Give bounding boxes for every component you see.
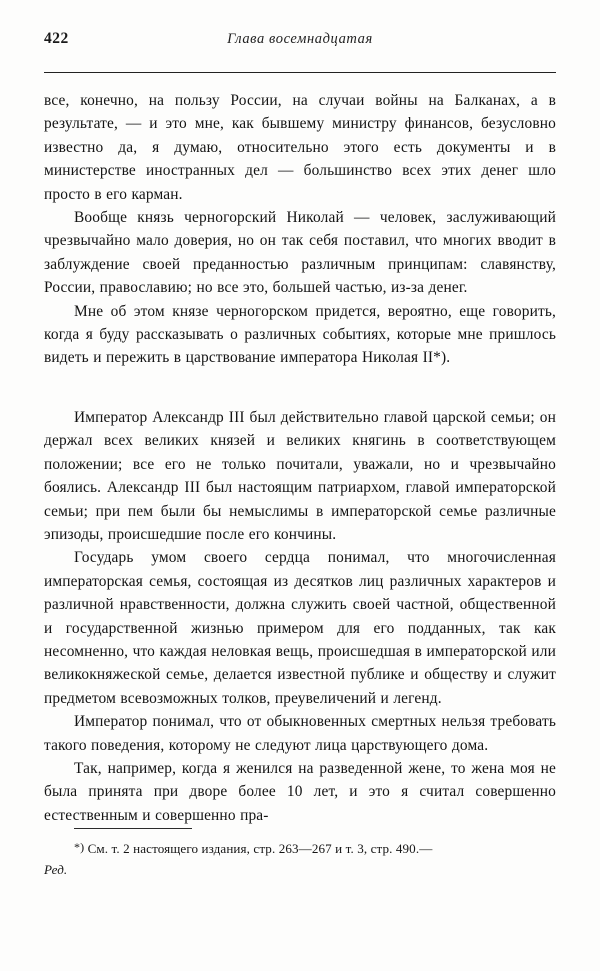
footnote-area — [44, 828, 556, 879]
chapter-title: Глава восемнадцатая — [227, 31, 373, 47]
footnote-rule — [74, 828, 192, 829]
footnote-marker: *) — [74, 840, 85, 854]
paragraph: Так, например, когда я женился на разведенной жене, то жена моя не была принята при дворе более 10 лет, и это я считал совершенно естественным и совершенно пра- — [44, 759, 556, 824]
footnote-signature: Ред. — [44, 861, 68, 877]
paragraph: Император Александр III был действительно главой царской семьи; он держал всех великих князей и великих княгинь в соответствующем положении; все его не только почитали, уважали, но и чрезвычайно боялись. Александр III был настоящим патриархом, главой императорской семьи; при пем были бы немыслимы в императорской семье различные эпизоды, происшедшие после его кончины. — [44, 408, 556, 543]
body-text — [44, 89, 556, 827]
header-rule — [44, 72, 556, 73]
paragraph: все, конечно, на пользу России, на случаи войны на Балканах, а в результате, — и это мне, как бывшему министру финансов, безусловно известно да, я думаю, относительно этого есть документы и в министерстве иностранных дел — большинство всех этих денег шло просто в его карман. — [44, 92, 556, 203]
running-head — [44, 30, 556, 58]
paragraph: Государь умом своего сердца понимал, что многочисленная императорская семья, состоящая из десятков лиц различных характеров и различной нравственности, должна служить своей частной, общественной и государственной жизнью примером для его подданных, так как несомненно, что каждая неловкая вещь, происшедшая в императорской или великокняжеской семье, делается известной публике и обществу и служит предметом всевозможных толков, преувеличений и легенд. — [44, 549, 556, 707]
paragraph: Мне об этом князе черногорском придется, вероятно, еще говорить, когда я буду рассказывать о различных событиях, которые мне пришлось видеть и пережить в царствование императора Николая II*). — [44, 302, 556, 367]
page-content — [44, 30, 556, 827]
footnote — [44, 838, 556, 879]
page-number: 422 — [44, 30, 69, 47]
paragraph: Вообще князь черногорский Николай — человек, заслуживающий чрезвычайно мало доверия, но он так себя поставил, что многих вводит в заблуждение своей преданностью различным принципам: славянству, России, православию; но все это, большей частью, из-за денег. — [44, 209, 556, 297]
paragraph: Император понимал, что от обыкновенных смертных нельзя требовать такого поведения, которому не следуют лица царствующего дома. — [44, 713, 556, 754]
section-break — [44, 370, 556, 406]
footnote-text: См. т. 2 настоящего издания, стр. 263—267 и т. 3, стр. 490.— — [84, 841, 433, 856]
